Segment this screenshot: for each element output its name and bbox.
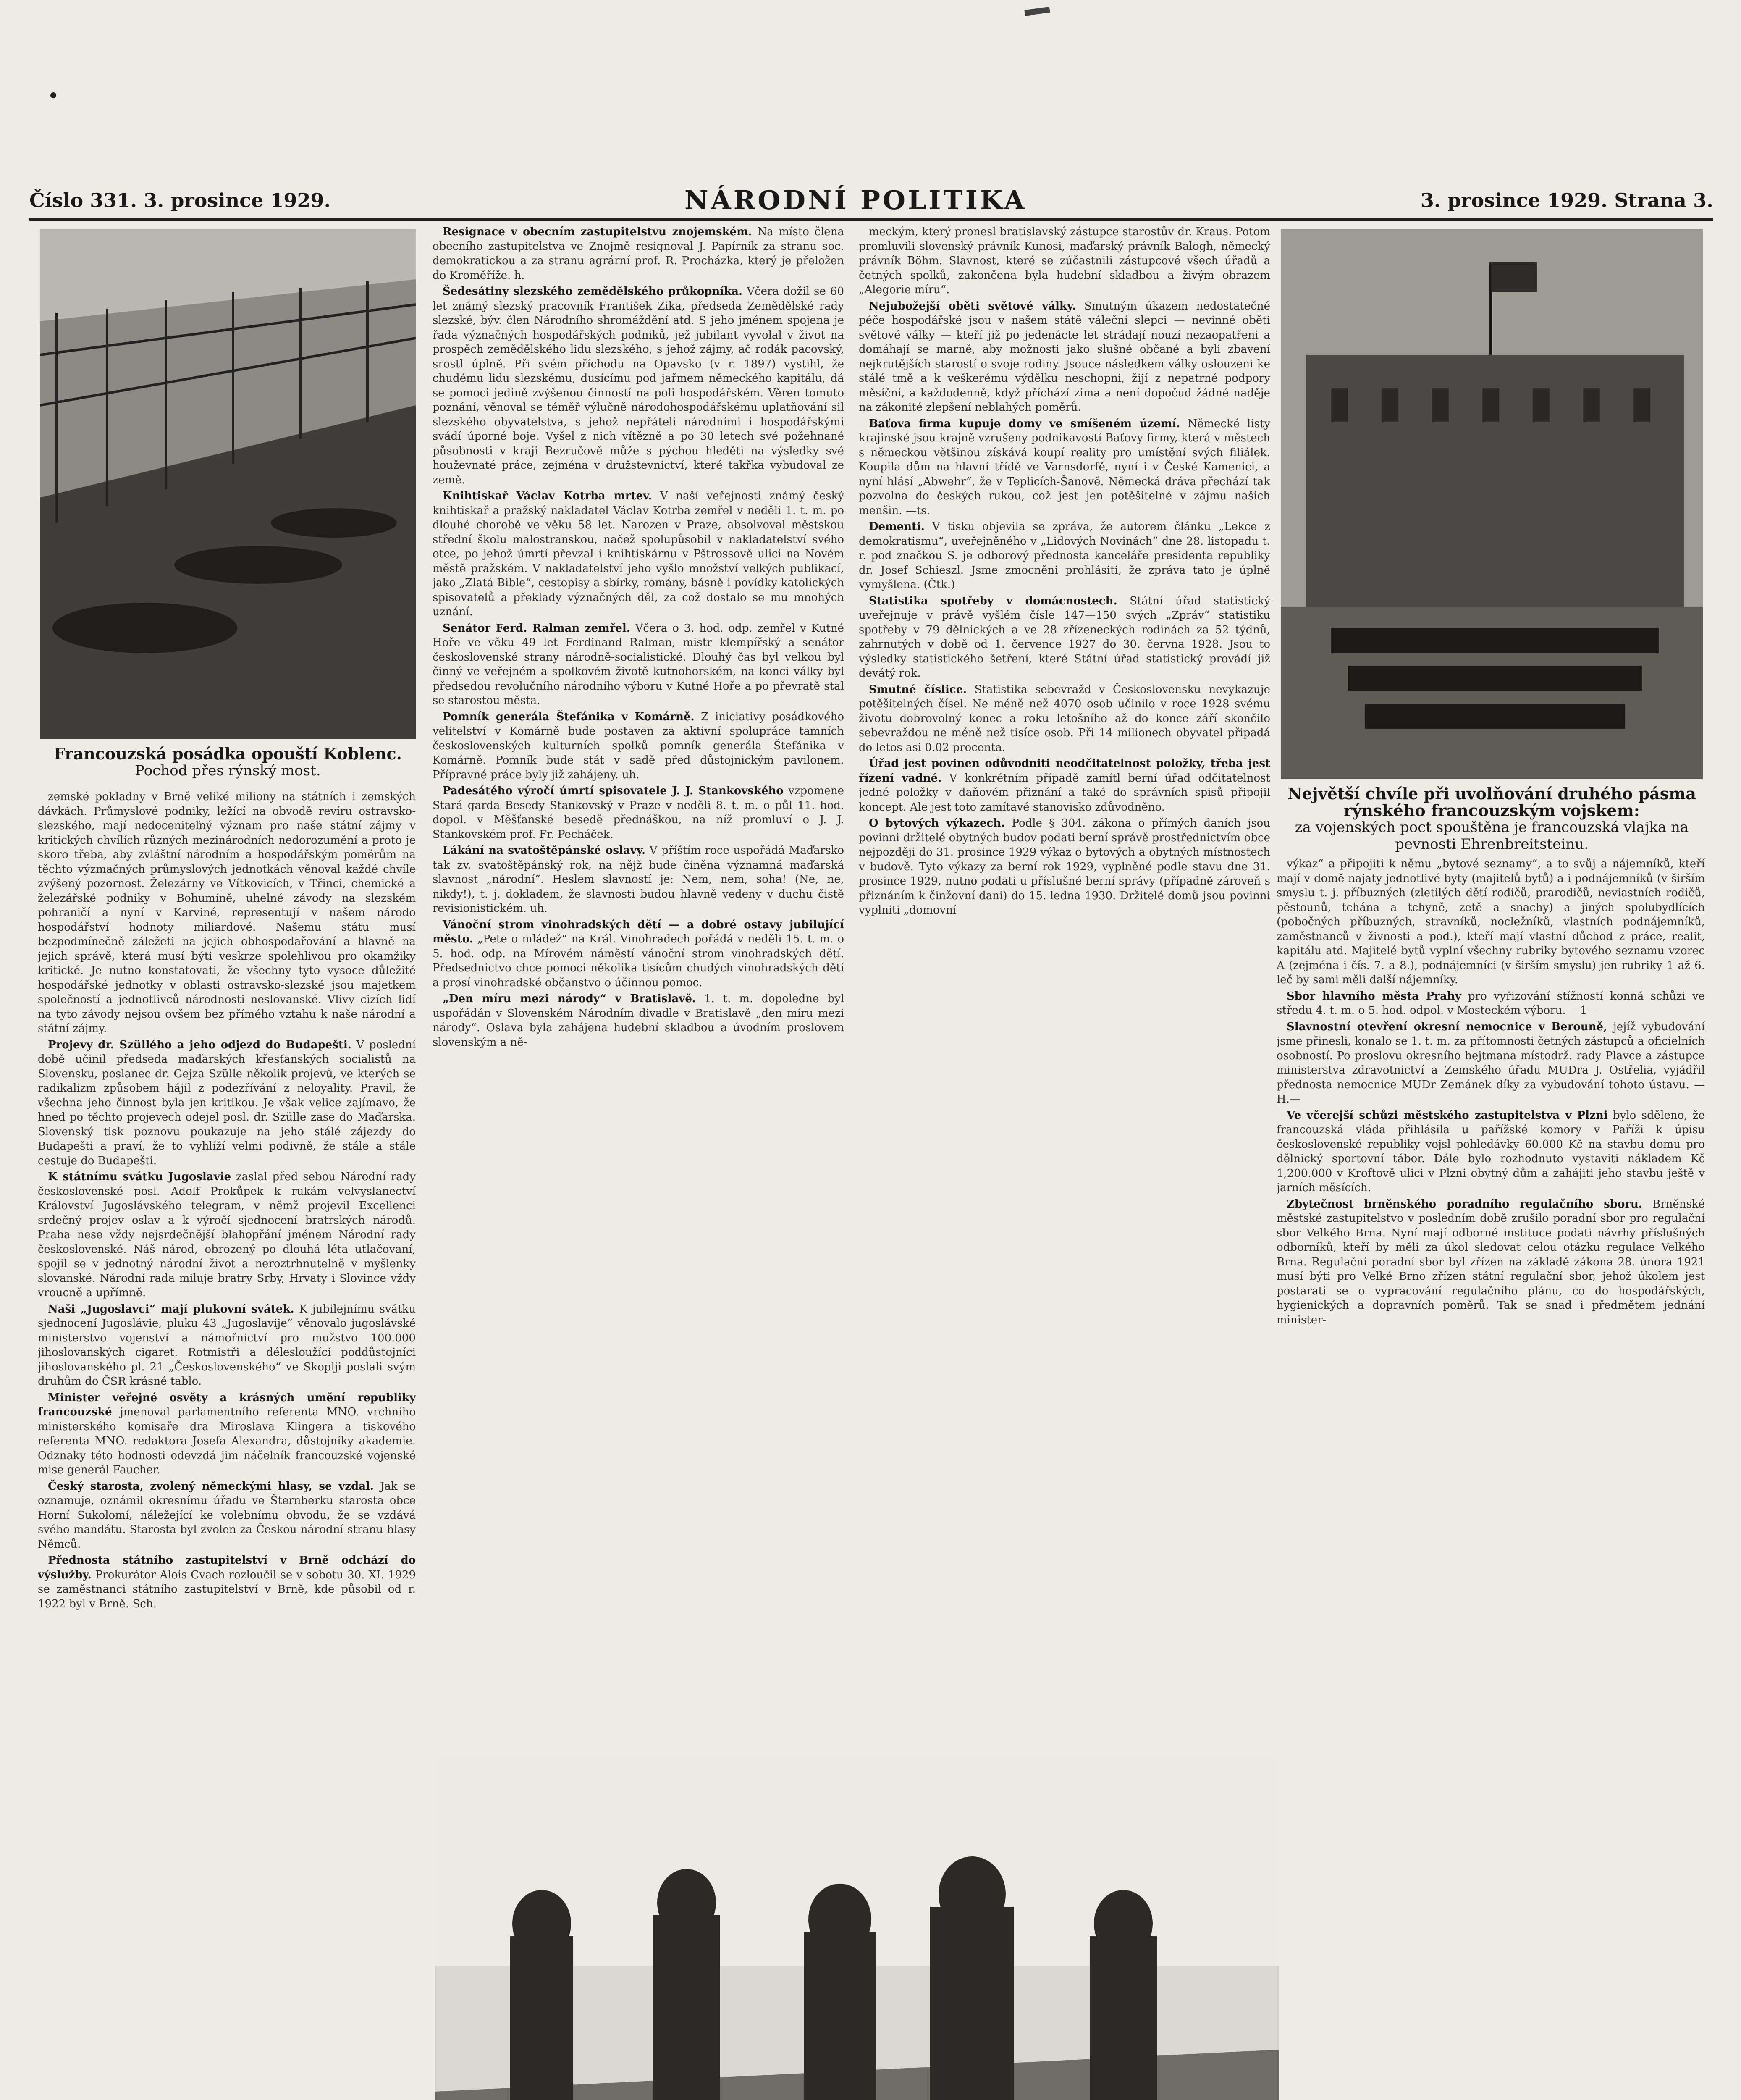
column-4 xyxy=(1277,857,1705,2100)
article: Resignace v obecním zastupitelstvu znojemském. Na místo člena obecního zastupitelstva ve Znojmě resignoval J. Papírník za stranu soc. demokratickou a za stranu agrární prof. R. Procházka, který je přeložen do Kroměříže. h. xyxy=(433,226,844,282)
print-mark xyxy=(1024,7,1050,16)
article: Knihtiskař Václav Kotrba mrtev. V naší veřejnosti známý český knihtiskař a pražský nakladatel Václav Kotrba zemřel v neděli 1. t. m. po dlouhé chorobě ve věku 58 let. Narozen v Praze, absolvoval městskou střední školu malostranskou, načež spolupůsobil v nakladatelství svého otce, po jehož úmrtí převzal i knihtiskárnu v Pštrossově ulici na Novém městě pražském. V nakladatelství jeho vyšlo množství velkých publikací, jako „Zlatá Bible“, cestopisy a sbírky, romány, básně i povídky katolických spisovatelů a překlady význačných děl, za což dostalo se mu mnohých uznání. xyxy=(433,490,844,618)
bridge-image xyxy=(40,229,416,739)
article: K státnímu svátku Jugoslavie zaslal před sebou Národní rady československé posl. Adolf Prokůpek k rukám velvyslanectví Království Jugoslávského telegram, v němž projevil Excellenci srdečný projev oslav a k výročí sjednocení bratrských národů. Praha nese vždy nejsrdečnější blahopřání jménem Národní rady československé. Náš národ, obrozený po dlouhá léta utlačovaní, spojil se v jednotný národní život a neroztrhnutelně v myšlenky slovanské. Národní rada miluje bratry Srby, Hrvaty i Slovince vždy vroucně a upřímně. xyxy=(38,1171,416,1299)
article: Naši „Jugoslavci“ mají plukovní svátek. K jubilejnímu svátku sjednocení Jugoslávie, pluku 43 „Jugoslavije“ věnovalo jugoslávské ministerstvo vojenství a námořnictví pro mužstvo 100.000 jihoslovanských cigaret. Rotmistři a délesloužící poddůstojníci jihoslovanského pl. 21 „Československého“ ve Skoplji poslali svým druhům do ČSR krásné tablo. xyxy=(38,1302,416,1388)
article: Úřad jest povinen odůvodniti neodčitatelnost položky, třeba jest řízení vadné. V konkrétním případě zamítl berní úřad odčitatelnost jedné položky v daňovém přiznání a také do správních spisů připojil koncept. Ale jest toto zamítavé stanovisko zdůvodněno. xyxy=(859,757,1270,814)
header-rule xyxy=(29,218,1713,221)
masthead xyxy=(29,185,1713,214)
article: Šedesátiny slezského zemědělského průkopníka. Včera dožil se 60 let známý slezský pracovník František Zika, předseda Zemědělské rady slezské, býv. člen Národního shromáždění atd. S jeho jménem spojena je řada význačných hospodářských podniků, jež jubilant vyvolal v život na prospěch zemědělského lidu slezského, s jehož zájmy, ač rodák pacovský, srostl úplně. Při svém příchodu na Opavsko (v r. 1897) vystihl, že chudému lidu slezskému, dusícímu pod jařmem německého kapitálu, dá se pomoci jedině zvýšenou činností na poli hospodářském. Věren tomuto poznání, věnoval se téměř výlučně národohospodářskému uplatňování sil slezského obyvatelstva, s jehož nepřáteli národními i hospodářskými svádí úporné boje. Vyšel z nich vítězně a po 30 letech své požehnané působnosti v kraji Bezručově může s pýchou hleděti na výsledky své houževnaté práce, zejména v družstevnictví, které takřka vybudoval ze země. xyxy=(433,285,844,486)
caption-title: Největší chvíle při uvolňování druhého pásma rýnského francouzským vojskem: xyxy=(1287,784,1696,820)
article: Přednosta státního zastupitelství v Brně odchází do výslužby. Prokurátor Alois Cvach rozloučil se v sobotu 30. XI. 1929 se zaměstnanci státního zastupitelství v Brně, kde působil od r. 1922 byl v Brně. Sch. xyxy=(38,1554,416,1610)
article: Slavnostní otevření okresní nemocnice v Berouně, jejíž vybudování jsme přinesli, konalo se 1. t. m. za přítomnosti četných zástupců a oficielních osobností. Po proslovu okresního hejtmana místodrž. rady Plavce a zástupce ministerstva zdravotnictví a Zemského úřadu MUDra J. Ostřelia, vyjádřil přednosta nemocnice MUDr Zemánek díky za vybudování tohoto ústavu. —H.— xyxy=(1277,1020,1705,1105)
column-3 xyxy=(859,225,1270,1745)
caption-subtitle: za vojenských poct spouštěna je francouzská vlajka na pevnosti Ehrenbreitsteinu. xyxy=(1295,819,1689,853)
column-2 xyxy=(433,225,844,1745)
article: Senátor Ferd. Ralman zemřel. Včera o 3. hod. odp. zemřel v Kutné Hoře ve věku 49 let Ferdinand Ralman, mistr klempířský a senátor československé strany národně-socialistické. Dlouhý čas byl velkou byl činný ve veřejném a spolkovém životě kutnohorském, na konci války byl předsedou revolučního národního výboru v Kutné Hoře a po převratě stal se starostou města. xyxy=(433,622,844,707)
caption-title: Francouzská posádka opouští Koblenc. xyxy=(54,744,402,763)
article: Minister veřejné osvěty a krásných umění republiky francouzské jmenoval parlamentního referenta MNO. vrchního ministerského komisaře dra Miroslava Klingera a tiskového referenta MNO. redaktora Josefa Alexandra, důstojníky akademie. Odznaky této hodnosti odevzdá jim náčelník francouzské vojenské mise generál Faucher. xyxy=(38,1391,416,1476)
caption-koblenz-bridge xyxy=(40,746,416,779)
article: Nejubožejší oběti světové války. Smutným úkazem nedostatečné péče hospodářské jsou v našem státě váleční slepci — nevinné oběti světové války — kteří již po jedenácte let strádají nouzí nezaopatřeni a domáhají se marně, aby možnosti jako slušné občané a byli zbavení nejkrutějších starostí o svoje rodiny. Jsouce následkem války oslouzeni ke stálé tmě a k veškerému výdělku neschopni, žijí z nepatrné podpory měsíční, a každodenně, když příchází zima a není dopočud žádné naděje na zákonité zlepšení neblahých poměrů. xyxy=(859,299,1270,414)
column-1 xyxy=(38,790,416,2100)
article: Český starosta, zvolený německými hlasy, se vzdal. Jak se oznamuje, oznámil okresnímu úřadu ve Šternberku starosta obce Horní Sukolomí, náležející ke volebnímu obvodu, že se vzdává svého mandátu. Starosta byl zvolen za Českou národní stranu hlasy Němců. xyxy=(38,1480,416,1551)
article: Projevy dr. Szüllého a jeho odjezd do Budapešti. V poslední době učinil předseda maďarských křesťanských socialistů na Slovensku, poslanec dr. Gejza Szülle několik projevů, ve kterých se radikalizm způsobem hájil z podezřívání z neloyality. Pravil, že všechna jeho činnost byla jen kritikou. Je však velice zajímavo, že hned po těchto projevech odejel posl. dr. Szülle zase do Maďarska. Slovenský tisk poznovu poukazuje na jeho stálé zájezdy do Budapešti a praví, že to vyhlíží velmi podivně, že stále a stále cestuje do Budapešti. xyxy=(38,1038,416,1167)
article: Baťova firma kupuje domy ve smíšeném území. Německé listy krajinské jsou krajně vzrušeny podnikavostí Baťovy firmy, která v městech s německou většinou získává koupí reality pro umístění svých filiálek. Koupila dům na hlavní třídě ve Varnsdorfě, nyní i v České Kamenici, a nyní hlásí „Abwehr“, že v Teplicích-Šanově. Německá dráva přechází tak pozvolna do českých rukou, což jest jen potěšitelné v zájmu našich menšin. —ts. xyxy=(859,417,1270,517)
article: Lákání na svatoštěpánské oslavy. V příštím roce uspořádá Maďarsko tak zv. svatoštěpánský rok, na nějž bude činěna významná maďarská slavnost „národní“. Heslem slavností je: Nem, nem, soha! (Ne, ne, nikdy!), t. j. dokladem, že slavnosti budou hlavně vedeny v duchu čistě revisionistickém. uh. xyxy=(433,844,844,915)
article: Statistika spotřeby v domácnostech. Státní úřad statistický uveřejnuje v právě vyšlém čísle 147—150 svých „Zpráv“ statistiku spotřeby v 79 dělnických a ve 28 zřízeneckých rodinách za 52 týdnů, zahrnutých v době od 1. července 1927 do 30. června 1928. Jsou to výsledky statistického šetření, které Státní úřad statistický provádí již devátý rok. xyxy=(859,594,1270,680)
article: O bytových výkazech. Podle § 304. zákona o přímých daních jsou povinni držitelé obytných budov podati berní správě prostřednictvím obce nejpozději do 31. prosince 1929 výkaz o bytových a obytných místnostech v budově. Tyto výkazy za berní rok 1929, vyplněné podle stavu dne 31. prosince 1929, nutno podati u příslušné berní správy (případně zároveň s přiznáním k činžovní dani) do 15. ledna 1930. Držitelé domů jsou povinni vyplniti „domovní xyxy=(859,817,1270,916)
fortress-image xyxy=(1281,229,1703,779)
caption-subtitle: Pochod přes rýnský most. xyxy=(135,762,321,779)
article: Pomník generála Štefánika v Komárně. Z iniciativy posádkového velitelství v Komárně bude postaven za aktivní spolupráce tamních československých kulturních spolků pomník generála Štefánika v Komárně. Pomník bude stát v sadě před důstojnickým pavilonem. Přípravné práce byly již zahájeny. uh. xyxy=(433,710,844,781)
newspaper-title: NÁRODNÍ POLITIKA xyxy=(684,185,1027,215)
article: Zbytečnost brněnského poradního regulačního sboru. Brněnské městské zastupitelstvo v posledním době zrušilo poradní sbor pro regulační sbor Velkého Brna. Nyní mají odborné instituce podati návrhy příslušných odborníků, kteří by měli za úkol sledovat celou otázku regulace Velkého Brna. Regulační poradní sbor byl zřízen na základě zákona 28. února 1921 musí býti pro Velké Brno zřízen státní regulační sbor, jehož úkolem jest postarati se o vypracování regulačního plánu, co do hospodářských, hygienických a dopravních poměrů. Tak se snad i předmětem jednání minister- xyxy=(1277,1197,1705,1326)
article: Vánoční strom vinohradských dětí — a dobré ostavy jubilující město. „Pete o mládež“ na Král. Vinohradech pořádá v neděli 15. t. m. o 5. hod. odp. na Mírovém náměstí vánoční strom vinohradských dětí. Předsednictvo chce pomoci několika tisícům chudých vinohradských dětí a prosí vinohradské občanstvo o účinnou pomoc. xyxy=(433,918,844,989)
article: meckým, který pronesl bratislavský zástupce starostův dr. Kraus. Potom promluvili slovenský právník Kunosi, maďarský právník Balogh, německý právník Böhm. Slavnost, které se zúčastnili zástupcové všech úřadů a četných spolků, zakončena byla hudební skladbou a živým obrazem „Alegorie míru“. xyxy=(859,226,1270,296)
article: Dementi. V tisku objevila se zpráva, že autorem článku „Lekce z demokratismu“, uveřejněného v „Lidových Novinách“ dne 28. listopadu t. r. pod značkou S. je odborový přednosta kanceláře presidenta republiky dr. Josef Schieszl. Jsme zmocněni prohlásiti, že zpráva tato je úplně vymyšlena. (Čtk.) xyxy=(859,520,1270,591)
print-speck xyxy=(50,92,56,98)
article: Sbor hlavního města Prahy pro vyřizování stížností konná schůzi ve středu 4. t. m. o 5. hod. odpol. v Mosteckém výboru. —1— xyxy=(1277,990,1705,1017)
article: Smutné číslice. Statistika sebevražd v Československu nevykazuje potěšitelných čísel. Ne méně než 4070 osob učinilo v roce 1928 svému životu dobrovolný konec a roku letošního až do konce září skončilo sebevraždou ne méně než tisíce osob. Při 14 milionech obyvatel připadá do letos asi 0.02 procenta. xyxy=(859,683,1270,754)
photo-koblenz-bridge xyxy=(40,229,416,739)
article: zemské pokladny v Brně veliké miliony na státních i zemských dávkách. Průmyslové podniky, ležící na obvodě revíru ostravsko-slezského, mají nedoceniteľný význam pro naše státní zájmy v kritických chvílích různých mezinárodních nedorozumění a proto je skoro třeba, aby zvláštní národním a hospodářským poměrům na těchto výzmačných průmyslových jednotkách věnoval každé chvíle zvýšený pozornost. Železárny ve Vítkovicích, v Třinci, chemické a železářské podniky v Bohumíně, uhelné závody na slezském pohraničí a nyní v Karviné, representují v našem národo hospodářství hodnoty miliardové. Našemu státu musí bezpodmínečně záležeti na jejich obhospodařování a hlavně na jejich správě, která musí býti veskrze spolehlivou pro okamžiky kritické. Je nutno konstatovati, že všechny tyto vysoce důležité hospodářské jednotky v oblasti ostravsko-slezské jsou majetkem společností a jednotlivců národnosti neslovanské. Vlivy cizích lidí na tyto závody nejsou ovšem bez přímého vztahu k naše národní a státní zájmy. xyxy=(38,790,416,1035)
photo-general xyxy=(435,1756,1279,2100)
general-image xyxy=(435,1756,1279,2100)
article: výkaz“ a připojiti k němu „bytové seznamy“, a to svůj a nájemníků, kteří mají v domě najaty jednotlivé byty (majitelů bytů) a i podnájemníků (v širším smyslu t. j. příbuzných (zletilých dětí rodičů, prarodičů, neviastních rodičů, pěstounů, tchána a tchyně, zetě a snachy) a jiných spolubydlících (pobočných příbuzných, stravníků, nocležníků, vlastních podnájemníků, zaměstnanců v živnosti a pod.), kteří mají vlastní důchod z práce, realit, kapitálu atd. Majitelé bytů vyplní všechny rubriky bytového seznamu vzorec A (zejména i čís. 7. a 8.), podnájemníci (v širším smyslu) jen rubriky 1 až 6. leč by sami měli další nájemníky. xyxy=(1277,858,1705,986)
issue-info: Číslo 331. 3. prosince 1929. xyxy=(29,189,331,212)
article: Ve včerejší schůzi městského zastupitelstva v Plzni bylo sděleno, že francouzská vláda přihlásila u pařížské komory v Paříži k úpisu československé republiky vojsl pohledávky 60.000 Kč na stavbu domu pro dělnický sportovní tábor. Dále bylo rozhodnuto vystaviti nákladem Kč 1,200.000 v Kroftově ulici v Plzni obytný dům a zahájiti jeho stavbu ještě v jarních měsících. xyxy=(1277,1109,1705,1194)
photo-ehrenbreitstein xyxy=(1281,229,1703,779)
article: „Den míru mezi národy“ v Bratislavě. 1. t. m. dopoledne byl uspořádán v Slovenském Národním divadle v Bratislavě „den míru mezi národy“. Oslava byla zahájena hudební skladbou a úvodním proslovem slovenským a ně- xyxy=(433,992,844,1049)
caption-ehrenbreitstein xyxy=(1279,785,1705,853)
article: Padesátého výročí úmrtí spisovatele J. J. Stankovského vzpomene Stará garda Besedy Stankovský v Praze v neděli 8. t. m. o půl 11. hod. dopol. v Měšťanské besedě přednáškou, na níž promluví o J. J. Stankovském prof. Fr. Pecháček. xyxy=(433,785,844,841)
page-info: 3. prosince 1929. Strana 3. xyxy=(1420,189,1713,212)
